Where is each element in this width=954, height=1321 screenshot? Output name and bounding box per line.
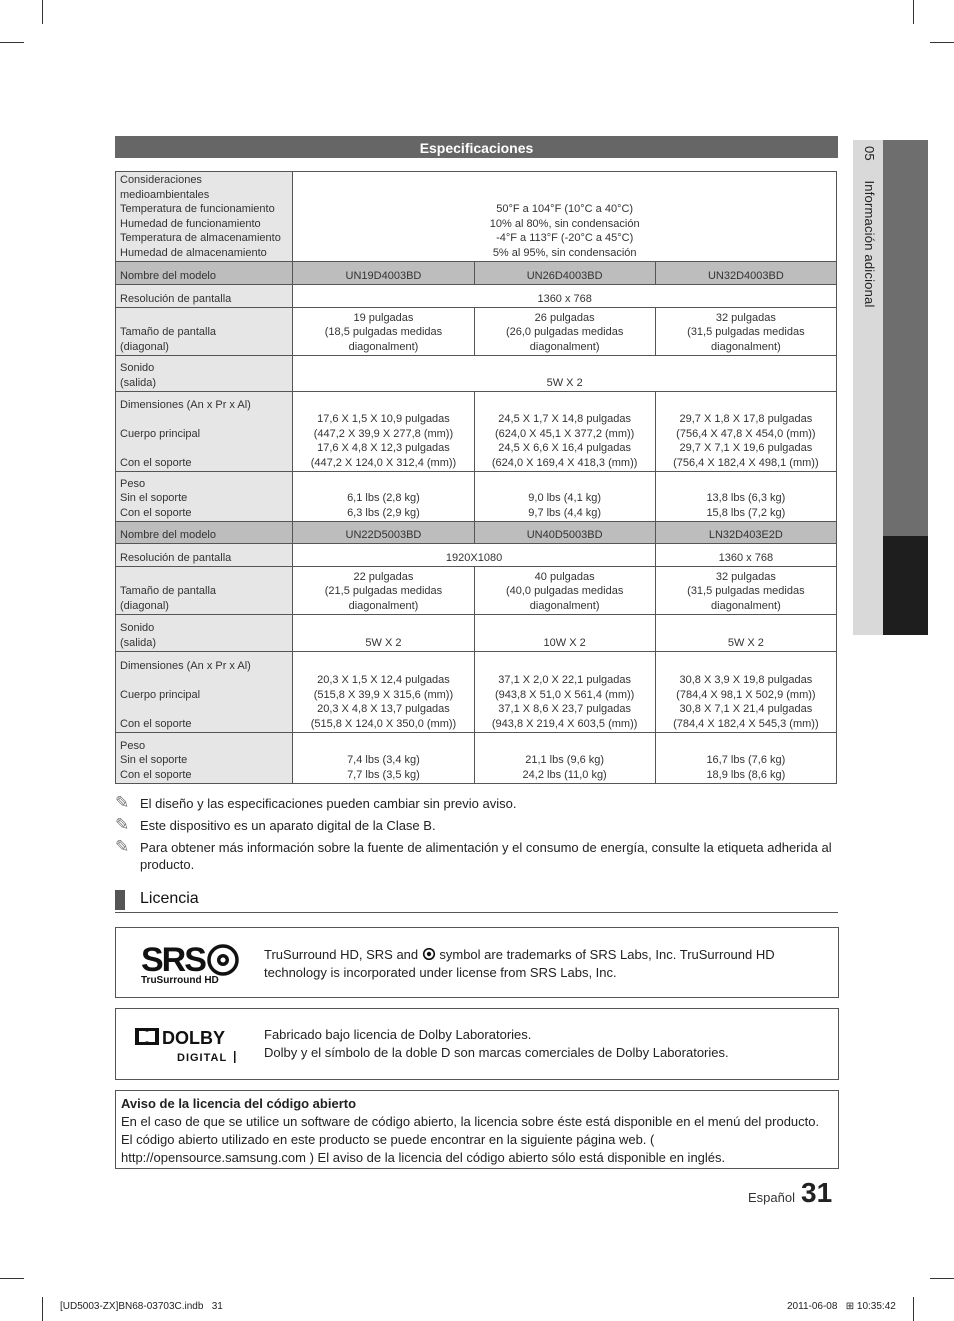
table-row — [116, 472, 837, 522]
model-label: Nombre del modelo — [116, 262, 293, 285]
chapter-label — [862, 146, 877, 308]
value-line: 37,1 X 8,6 X 23,7 pulgadas — [498, 703, 631, 715]
value-line: 7,7 lbs (3,5 kg) — [347, 768, 420, 781]
dolby-text — [264, 1026, 836, 1061]
value-line: 50°F a 104°F (10°C a 40°C) — [496, 203, 634, 215]
page-language: Español — [748, 1190, 795, 1205]
spec-value: 5W X 2 — [293, 356, 837, 392]
value-line: 24,5 X 1,7 X 14,8 pulgadas — [498, 413, 631, 425]
spec-label — [116, 733, 293, 784]
dolby-logo-word: DOLBY — [162, 1028, 225, 1048]
spec-label: Resolución de pantalla — [116, 285, 293, 308]
spec-value — [293, 392, 474, 472]
value-line: (40,0 pulgadas medidas — [505, 585, 624, 597]
footer-file: [UD5003-ZX]BN68-03703C.indb 31 — [60, 1301, 223, 1312]
value-line: 5% al 95%, sin condensación — [492, 246, 637, 259]
model-label: Nombre del modelo — [116, 522, 293, 544]
srs-symbol-icon — [422, 948, 436, 960]
pencil-note-icon: ✎ — [115, 793, 130, 812]
table-row — [116, 733, 837, 784]
value-line: 26 pulgadas — [534, 311, 595, 324]
srs-text-b: symbol are trademarks of SRS Labs, Inc. TruSurround HD technology is incorporated under license from SRS Labs, Inc. — [264, 947, 775, 980]
page-number: 31 — [801, 1177, 833, 1208]
label-line: Sin el soporte — [120, 492, 188, 504]
section-title: Especificaciones — [115, 136, 838, 158]
label-line: Humedad de funcionamiento — [120, 217, 261, 230]
spec-label — [116, 472, 293, 522]
spec-value: 1360 x 768 — [293, 285, 837, 308]
footer-timestamp: 2011-06-08 ⊞ 10:35:42 — [787, 1301, 896, 1312]
table-row — [116, 356, 837, 392]
spec-value — [293, 308, 474, 356]
model-name: LN32D403E2D — [655, 522, 836, 544]
table-row — [116, 262, 837, 285]
spec-value — [293, 567, 474, 615]
value-line: diagonalment) — [711, 340, 781, 353]
label-line — [120, 702, 288, 717]
table-row — [116, 285, 837, 308]
model-name: UN26D4003BD — [474, 262, 655, 285]
spec-value — [655, 567, 836, 615]
dolby-logo — [135, 1024, 237, 1064]
value-line: diagonalment) — [348, 599, 419, 612]
spec-value — [655, 733, 836, 784]
chapter-tab-active — [883, 536, 928, 635]
label-line: Cuerpo principal — [120, 688, 201, 701]
value-line: 29,7 X 7,1 X 19,6 pulgadas — [679, 442, 813, 454]
value-line: diagonalment) — [711, 599, 781, 612]
license-heading — [115, 888, 838, 913]
srs-text-a: TruSurround HD, SRS and — [264, 947, 422, 962]
oss-text: El código abierto utilizado en este producto se puede encontrar en la siguiente página web. ( http://opensource.samsung.com ) El aviso de la licencia del código abierto sólo está disponible en inglés. — [121, 1132, 726, 1165]
spec-value: 5W X 2 — [293, 615, 474, 652]
chapter-title: Información adicional — [862, 180, 877, 308]
label-line: Sonido — [120, 362, 155, 374]
crop-mark — [930, 42, 954, 43]
dolby-license-box — [115, 1008, 839, 1080]
value-line: (18,5 pulgadas medidas — [324, 326, 443, 338]
spec-label — [116, 172, 293, 262]
crop-mark — [930, 1278, 954, 1279]
value-line: 30,8 X 3,9 X 19,8 pulgadas — [679, 674, 813, 686]
value-line: (756,4 X 47,8 X 454,0 (mm)) — [676, 427, 816, 440]
label-line — [120, 412, 288, 427]
table-row — [116, 522, 837, 544]
spec-value — [474, 472, 655, 522]
crop-mark — [0, 42, 24, 43]
srs-logo — [141, 941, 241, 985]
value-line: (943,8 X 51,0 X 561,4 (mm)) — [494, 688, 635, 701]
spec-table — [115, 171, 837, 784]
spec-value — [474, 652, 655, 733]
value-line: (31,5 pulgadas medidas — [687, 585, 805, 597]
notes-list — [115, 795, 838, 878]
value-line: 13,8 lbs (6,3 kg) — [706, 492, 786, 504]
value-line: 19 pulgadas — [353, 311, 414, 324]
oss-heading: Aviso de la licencia del código abierto — [121, 1096, 357, 1111]
label-line — [120, 441, 288, 456]
note-text: Este dispositivo es un aparato digital de la Clase B. — [140, 818, 436, 833]
spec-value — [293, 652, 474, 733]
label-line: Temperatura de almacenamiento — [120, 232, 281, 244]
value-line: 20,3 X 4,8 X 13,7 pulgadas — [317, 703, 450, 715]
value-line: 37,1 X 2,0 X 22,1 pulgadas — [498, 674, 631, 686]
value-line: 17,6 X 1,5 X 10,9 pulgadas — [317, 413, 450, 425]
value-line: (624,0 X 45,1 X 377,2 (mm)) — [494, 427, 635, 440]
crop-mark — [42, 0, 43, 24]
value-line: (21,5 pulgadas medidas — [324, 585, 443, 597]
pencil-note-icon: ✎ — [115, 815, 130, 834]
spec-label — [116, 567, 293, 615]
table-row — [116, 172, 837, 262]
value-line: (447,2 X 39,9 X 277,8 (mm)) — [313, 427, 454, 440]
value-line: 22 pulgadas — [353, 570, 414, 583]
value-line: 16,7 lbs (7,6 kg) — [706, 754, 786, 766]
value-line: (515,8 X 124,0 X 350,0 (mm)) — [310, 717, 457, 730]
value-line: (943,8 X 219,4 X 603,5 (mm)) — [491, 717, 638, 730]
value-line: 21,1 lbs (9,6 kg) — [525, 754, 605, 766]
label-line: Peso — [120, 477, 146, 490]
label-line: (salida) — [120, 636, 157, 649]
table-row — [116, 308, 837, 356]
label-line: (diagonal) — [120, 599, 169, 612]
svg-text:SRS: SRS — [141, 941, 205, 979]
spec-label — [116, 308, 293, 356]
table-row — [116, 392, 837, 472]
value-line: 24,5 X 6,6 X 16,4 pulgadas — [498, 442, 631, 454]
value-line: 9,0 lbs (4,1 kg) — [528, 492, 602, 504]
label-line: Dimensiones (An x Pr x Al) — [120, 398, 251, 411]
spec-value — [293, 472, 474, 522]
note-item — [115, 795, 838, 812]
heading-marker — [115, 890, 125, 910]
table-row — [116, 544, 837, 567]
spec-value: 5W X 2 — [655, 615, 836, 652]
dolby-line: Dolby y el símbolo de la doble D son marcas comerciales de Dolby Laboratories. — [264, 1044, 729, 1060]
spec-label — [116, 652, 293, 733]
value-line: 29,7 X 1,8 X 17,8 pulgadas — [679, 413, 813, 425]
model-name: UN22D5003BD — [293, 522, 474, 544]
value-line: 7,4 lbs (3,4 kg) — [347, 754, 420, 766]
chapter-number: 05 — [862, 146, 877, 161]
label-line: (diagonal) — [120, 340, 169, 353]
note-text: El diseño y las especificaciones pueden cambiar sin previo aviso. — [140, 796, 517, 811]
note-item — [115, 839, 838, 873]
label-line: Cuerpo principal — [120, 427, 201, 440]
table-row — [116, 567, 837, 615]
label-line: (salida) — [120, 376, 157, 389]
note-item — [115, 817, 838, 834]
spec-label — [116, 392, 293, 472]
spec-value — [655, 472, 836, 522]
model-name: UN19D4003BD — [293, 262, 474, 285]
spec-value: 1360 x 768 — [655, 544, 836, 567]
label-line — [120, 673, 288, 688]
label-line: Con el soporte — [120, 456, 192, 469]
spec-label: Resolución de pantalla — [116, 544, 293, 567]
spec-value — [474, 392, 655, 472]
spec-value — [474, 567, 655, 615]
value-line: (447,2 X 124,0 X 312,4 (mm)) — [310, 456, 457, 469]
label-line: Sin el soporte — [120, 754, 188, 766]
table-row — [116, 615, 837, 652]
crop-mark — [913, 0, 914, 24]
dolby-line: Fabricado bajo licencia de Dolby Laboratories. — [264, 1027, 532, 1042]
value-line: 17,6 X 4,8 X 12,3 pulgadas — [317, 442, 450, 454]
value-line: 6,1 lbs (2,8 kg) — [347, 492, 420, 504]
label-line: Con el soporte — [120, 768, 192, 781]
label-line: Humedad de almacenamiento — [120, 246, 267, 259]
label-line: Tamaño de pantalla — [120, 585, 217, 597]
spec-value — [474, 733, 655, 784]
value-line: diagonalment) — [348, 340, 419, 353]
license-heading-text: Licencia — [140, 890, 199, 907]
value-line: diagonalment) — [529, 340, 600, 353]
label-line: Peso — [120, 739, 146, 752]
oss-text: En el caso de que se utilice un software de código abierto, la licencia sobre éste está disponible en el menú del producto. — [121, 1114, 820, 1129]
label-line: Con el soporte — [120, 506, 192, 519]
value-line: 15,8 lbs (7,2 kg) — [706, 506, 786, 519]
dolby-logo-sub: DIGITAL — [177, 1052, 228, 1064]
value-line: 9,7 lbs (4,4 kg) — [528, 506, 602, 519]
value-line: -4°F a 113°F (-20°C a 45°C) — [496, 232, 634, 244]
crop-mark — [42, 1297, 43, 1321]
spec-value — [655, 392, 836, 472]
label-line: Dimensiones (An x Pr x Al) — [120, 659, 251, 672]
value-line: 18,9 lbs (8,6 kg) — [706, 768, 786, 781]
crop-mark — [0, 1278, 24, 1279]
pencil-note-icon: ✎ — [115, 837, 130, 856]
value-line: 20,3 X 1,5 X 12,4 pulgadas — [317, 674, 450, 686]
spec-value — [293, 172, 837, 262]
value-line: 24,2 lbs (11,0 kg) — [522, 768, 607, 781]
open-source-notice — [115, 1090, 839, 1169]
spec-value — [655, 308, 836, 356]
label-line: Consideraciones medioambientales — [120, 174, 210, 201]
model-name: UN32D4003BD — [655, 262, 836, 285]
table-row — [116, 652, 837, 733]
value-line: 40 pulgadas — [534, 570, 595, 583]
srs-license-box — [115, 927, 839, 998]
value-line: (784,4 X 98,1 X 502,9 (mm)) — [676, 688, 816, 701]
spec-label — [116, 615, 293, 652]
spec-value — [293, 733, 474, 784]
spec-value — [474, 308, 655, 356]
value-line: (756,4 X 182,4 X 498,1 (mm)) — [673, 456, 819, 469]
crop-mark — [913, 1297, 914, 1321]
srs-text — [264, 946, 836, 981]
value-line: 32 pulgadas — [715, 311, 776, 324]
value-line: (26,0 pulgadas medidas — [505, 326, 624, 338]
value-line: (624,0 X 169,4 X 418,3 (mm)) — [491, 456, 638, 469]
value-line: (784,4 X 182,4 X 545,3 (mm)) — [673, 717, 819, 730]
srs-logo-text: TruSurround HD — [141, 975, 219, 985]
value-line: diagonalment) — [529, 599, 600, 612]
value-line: 32 pulgadas — [715, 570, 776, 583]
note-text: Para obtener más información sobre la fuente de alimentación y el consumo de energía, consulte la etiqueta adherida al producto. — [140, 840, 832, 872]
model-name: UN40D5003BD — [474, 522, 655, 544]
value-line: 6,3 lbs (2,9 kg) — [347, 506, 420, 519]
value-line: (31,5 pulgadas medidas — [687, 326, 805, 338]
value-line: (515,8 X 39,9 X 315,6 (mm)) — [313, 688, 454, 701]
label-line: Sonido — [120, 622, 155, 634]
value-line: 10% al 80%, sin condensación — [489, 217, 640, 230]
label-line: Con el soporte — [120, 717, 192, 730]
label-line: Temperatura de funcionamiento — [120, 203, 275, 215]
value-line: 30,8 X 7,1 X 21,4 pulgadas — [679, 703, 813, 715]
spec-value: 1920X1080 — [293, 544, 655, 567]
spec-label — [116, 356, 293, 392]
spec-value — [655, 652, 836, 733]
chapter-tab-dark — [883, 140, 928, 536]
spec-value: 10W X 2 — [474, 615, 655, 652]
label-line: Tamaño de pantalla — [120, 326, 217, 338]
